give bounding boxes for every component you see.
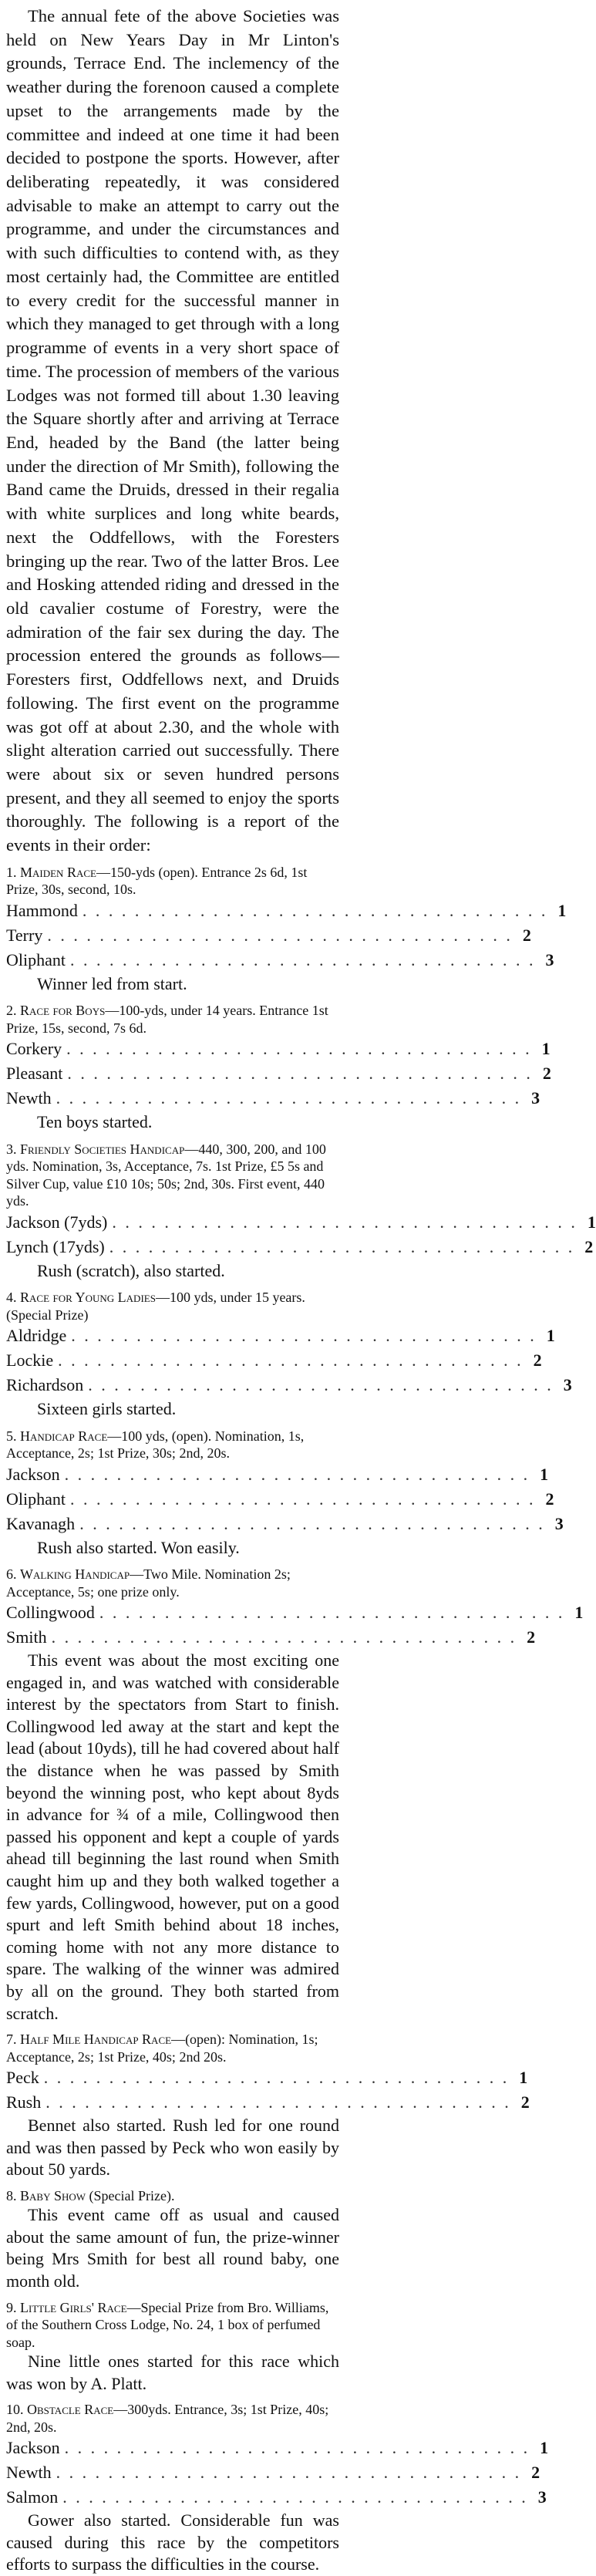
event-remark: Winner led from start. <box>37 973 187 993</box>
result-row <box>6 1323 555 1348</box>
event-2 <box>6 1002 551 1134</box>
event-heading <box>6 1428 339 1462</box>
placing: 2 <box>584 1236 594 1256</box>
placing: 1 <box>519 2068 528 2088</box>
event-8 <box>6 2187 339 2293</box>
event-name: Half Mile Handicap Race <box>20 2031 172 2048</box>
event-number: 2. <box>6 1003 17 1019</box>
competitor-name: Newth <box>6 1088 52 1108</box>
placing: 1 <box>574 1603 584 1623</box>
placing: 2 <box>545 1489 554 1509</box>
event-number: 8. <box>6 2187 17 2203</box>
competitor-name: Peck <box>6 2068 39 2088</box>
competitor-name: Hammond <box>6 900 78 920</box>
placing: 1 <box>587 1212 596 1232</box>
result-row <box>6 899 567 923</box>
event-9 <box>6 2299 339 2396</box>
event-heading <box>6 1141 339 1210</box>
event-narrative: Nine little ones started for this race which was won by A. Platt. <box>6 2352 339 2393</box>
competitor-name: Kavanagh <box>6 1513 76 1533</box>
placing: 1 <box>540 1464 549 1484</box>
event-heading <box>6 1289 339 1323</box>
event-number: 5. <box>6 1428 17 1444</box>
event-narrative: This event was about the most exciting one engaged in, and was watched with considerable interest by the spectators from Start to finish. Collingwood led away at the start and kept the lead (about 10yds), till he had covered about half the distance when he was passed by Smith beyond the winning post, who kept about 8yds in advance for ¾ of a mile, Collingwood then passed his opponent and kept a couple of yards ahead till beginning the last round when Smith caught him up and they both walked together a few yards, Collingwood, however, put on a good spurt and left Smith behind about 18 inches, coming home with not any more distance to spare. The walking of the winner was admired by all on the ground. They both started from scratch. <box>6 1650 339 2023</box>
result-row <box>6 2090 530 2115</box>
competitor-name: Lynch (17yds) <box>6 1236 105 1256</box>
leader-dots: . . . . . . . . . . . . . . . . . . . . . . . . . . . . . . . . . . . . <box>45 2092 511 2112</box>
event-details: —Special Prize from Bro. Williams, of the Southern Cross Lodge, No. 24, 1 box of perfumed soap. <box>6 2299 329 2350</box>
event-details: —(open): Nomination, 1s; Acceptance, 2s; 1st Prize, 40s; 2nd 20s. <box>6 2031 318 2065</box>
event-number: 10. <box>6 2402 24 2418</box>
event-3 <box>6 1141 596 1283</box>
result-row <box>6 923 531 948</box>
competitor-name: Rush <box>6 2092 42 2112</box>
leader-dots: . . . . . . . . . . . . . . . . . . . . . . . . . . . . . . . . . . . . <box>109 1236 575 1256</box>
event-remark: Ten boys started. <box>37 1112 153 1132</box>
placing: 3 <box>554 1513 564 1533</box>
event-name: Obstacle Race <box>27 2402 114 2418</box>
event-narrative: This event came off as usual and caused about the same amount of fun, the prize-winner being Mrs Smith for best all round baby, one month old. <box>6 2205 339 2291</box>
leader-dots: . . . . . . . . . . . . . . . . . . . . . . . . . . . . . . . . . . . . <box>71 1326 537 1346</box>
event-heading <box>6 1002 339 1037</box>
event-details: —100 yds, under 15 years. (Special Prize) <box>6 1290 305 1323</box>
result-row <box>6 1462 549 1487</box>
leader-dots: . . . . . . . . . . . . . . . . . . . . . . . . . . . . . . . . . . . . <box>43 2068 510 2088</box>
event-details: —100 yds, (open). Nomination, 1s, Acceptance, 2s; 1st Prize, 30s; 2nd, 20s. <box>6 1428 305 1462</box>
leader-dots: . . . . . . . . . . . . . . . . . . . . . . . . . . . . . . . . . . . . <box>112 1212 577 1232</box>
competitor-name: Oliphant <box>6 949 66 969</box>
placing: 3 <box>537 2487 547 2507</box>
placing: 3 <box>563 1375 572 1395</box>
result-row <box>6 1600 584 1625</box>
event-details: —Two Mile. Nomination 2s; Acceptance, 5s; one prize only. <box>6 1566 291 1600</box>
event-remark: Sixteen girls started. <box>37 1399 177 1419</box>
leader-dots: . . . . . . . . . . . . . . . . . . . . . . . . . . . . . . . . . . . . <box>56 2463 522 2483</box>
result-row <box>6 2460 540 2485</box>
competitor-name: Collingwood <box>6 1603 95 1623</box>
leader-dots: . . . . . . . . . . . . . . . . . . . . . . . . . . . . . . . . . . . . <box>62 2487 528 2507</box>
placing: 1 <box>540 2438 549 2458</box>
event-name: Baby Show <box>20 2187 86 2203</box>
event-name: Race for Young Ladies <box>20 1290 156 1306</box>
competitor-name: Jackson (7yds) <box>6 1212 108 1232</box>
event-details: (Special Prize). <box>89 2187 175 2203</box>
event-name: Handicap Race <box>20 1428 108 1444</box>
leader-dots: . . . . . . . . . . . . . . . . . . . . . . . . . . . . . . . . . . . . <box>82 900 548 920</box>
competitor-name: Newth <box>6 2463 52 2483</box>
result-row <box>6 2485 547 2510</box>
event-10 <box>6 2401 549 2575</box>
event-narrative: Bennet also started. Rush led for one round and was then passed by Peck who won easily by about 50 yards. <box>6 2115 339 2180</box>
result-row <box>6 2436 549 2460</box>
event-remark: Rush (scratch), also started. <box>37 1260 225 1280</box>
event-number: 3. <box>6 1141 17 1157</box>
competitor-name: Smith <box>6 1627 47 1647</box>
leader-dots: . . . . . . . . . . . . . . . . . . . . . . . . . . . . . . . . . . . . <box>79 1513 545 1533</box>
event-details: —150-yds (open). Entrance 2s 6d, 1st Prize, 30s, second, 10s. <box>6 864 308 898</box>
competitor-name: Lockie <box>6 1350 54 1371</box>
event-narrative: Gower also started. Considerable fun was caused during this race by the competitors efforts to surpass the difficulties in the course. <box>6 2510 339 2574</box>
competitor-name: Salmon <box>6 2487 59 2507</box>
event-name: Maiden Race <box>20 864 96 880</box>
result-row <box>6 1086 540 1111</box>
event-details: —100-yds, under 14 years. Entrance 1st Prize, 15s, second, 7s 6d. <box>6 1003 328 1036</box>
leader-dots: . . . . . . . . . . . . . . . . . . . . . . . . . . . . . . . . . . . . <box>66 1039 532 1059</box>
competitor-name: Aldridge <box>6 1326 67 1346</box>
leader-dots: . . . . . . . . . . . . . . . . . . . . . . . . . . . . . . . . . . . . <box>64 1464 530 1484</box>
result-row <box>6 1512 564 1536</box>
event-number: 1. <box>6 864 17 880</box>
placing: 2 <box>531 2463 540 2483</box>
placing: 3 <box>545 949 554 969</box>
event-heading <box>6 1566 339 1600</box>
leader-dots: . . . . . . . . . . . . . . . . . . . . . . . . . . . . . . . . . . . . <box>70 949 536 969</box>
placing: 1 <box>557 900 567 920</box>
result-row <box>6 1037 551 1061</box>
competitor-name: Pleasant <box>6 1064 63 1084</box>
result-row <box>6 1373 572 1398</box>
result-row <box>6 948 554 973</box>
competitor-name: Jackson <box>6 1464 60 1484</box>
result-row <box>6 1061 551 1086</box>
event-number: 4. <box>6 1290 17 1306</box>
event-number: 6. <box>6 1566 17 1583</box>
competitor-name: Corkery <box>6 1039 62 1059</box>
leader-dots: . . . . . . . . . . . . . . . . . . . . . . . . . . . . . . . . . . . . <box>51 1627 517 1647</box>
event-name: Walking Handicap <box>20 1566 130 1583</box>
leader-dots: . . . . . . . . . . . . . . . . . . . . . . . . . . . . . . . . . . . . <box>58 1350 524 1371</box>
leader-dots: . . . . . . . . . . . . . . . . . . . . . . . . . . . . . . . . . . . . <box>67 1064 533 1084</box>
competitor-name: Oliphant <box>6 1489 66 1509</box>
result-row <box>6 1210 596 1235</box>
event-heading <box>6 864 339 899</box>
placing: 3 <box>531 1088 540 1108</box>
event-heading <box>6 2031 339 2065</box>
event-heading <box>6 2299 339 2352</box>
placing: 2 <box>542 1064 551 1084</box>
intro-paragraph: The annual fete of the above Societies was held on New Years Day in Mr Linton's grounds, Terrace End. The inclemency of the weather during the forenoon caused a complete upset to the arrangements made by the committee and indeed at one time it had been decided to postpone the sports. However, after deliberating repeatedly, it was considered advisable to make an attempt to carry out the programme, and under the circumstances and with such difficulties to contend with, as they most certainly had, the Committee are entitled to every credit for the successful manner in which they managed to get through with a long programme of events in a very short space of time. The procession of members of the various Lodges was not formed till about 1.30 leaving the Square shortly after and arriving at Terrace End, headed by the Band (the latter being under the direction of Mr Smith), following the Band came the Druids, dressed in their regalia with white surplices and long white beards, next the Oddfellows, with the Foresters bringing up the rear. Two of the latter Bros. Lee and Hosking attended riding and dressed in the old cavalier costume of Forestry, were the admiration of the fair sex during the day. The procession entered the grounds as follows—Foresters first, Oddfellows next, and Druids following. The first event on the programme was got off at about 2.30, and the whole with slight alteration carried out successfully. There were about six or seven hundred persons present, and they all seemed to enjoy the sports thoroughly. The following is a report of the events in their order: <box>6 6 339 855</box>
event-heading <box>6 2401 339 2436</box>
event-number: 7. <box>6 2031 17 2048</box>
event-details: —440, 300, 200, and 100 yds. Nomination, 3s, Acceptance, 7s. 1st Prize, £5 5s and Silver Cup, value £10 10s; 50s; 2nd, 30s. First event, 440 yds. <box>6 1141 326 1209</box>
placing: 2 <box>522 925 531 945</box>
competitor-name: Terry <box>6 925 43 945</box>
competitor-name: Richardson <box>6 1375 84 1395</box>
event-name: Race for Boys <box>20 1003 106 1019</box>
placing: 1 <box>541 1039 551 1059</box>
event-1 <box>6 864 567 996</box>
leader-dots: . . . . . . . . . . . . . . . . . . . . . . . . . . . . . . . . . . . . <box>99 1603 565 1623</box>
leader-dots: . . . . . . . . . . . . . . . . . . . . . . . . . . . . . . . . . . . . <box>64 2438 530 2458</box>
leader-dots: . . . . . . . . . . . . . . . . . . . . . . . . . . . . . . . . . . . . <box>47 925 513 945</box>
event-name: Little Girls' Race <box>20 2299 127 2315</box>
leader-dots: . . . . . . . . . . . . . . . . . . . . . . . . . . . . . . . . . . . . <box>56 1088 522 1108</box>
result-row <box>6 2065 528 2090</box>
leader-dots: . . . . . . . . . . . . . . . . . . . . . . . . . . . . . . . . . . . . <box>88 1375 554 1395</box>
result-row <box>6 1625 536 1650</box>
event-remark: Rush also started. Won easily. <box>37 1537 240 1557</box>
placing: 2 <box>520 2092 530 2112</box>
placing: 2 <box>533 1350 542 1371</box>
event-5 <box>6 1428 564 1559</box>
leader-dots: . . . . . . . . . . . . . . . . . . . . . . . . . . . . . . . . . . . . <box>70 1489 536 1509</box>
placing: 2 <box>527 1627 536 1647</box>
competitor-name: Jackson <box>6 2438 60 2458</box>
event-4 <box>6 1289 572 1421</box>
result-row <box>6 1487 554 1512</box>
result-row <box>6 1235 594 1259</box>
event-7 <box>6 2031 530 2181</box>
event-details: —300yds. Entrance, 3s; 1st Prize, 40s; 2nd, 20s. <box>6 2402 329 2435</box>
result-row <box>6 1348 542 1373</box>
placing: 1 <box>546 1326 555 1346</box>
event-name: Friendly Societies Handicap <box>20 1141 185 1157</box>
event-number: 9. <box>6 2299 17 2315</box>
event-6 <box>6 1566 584 2025</box>
event-heading <box>6 2187 339 2205</box>
